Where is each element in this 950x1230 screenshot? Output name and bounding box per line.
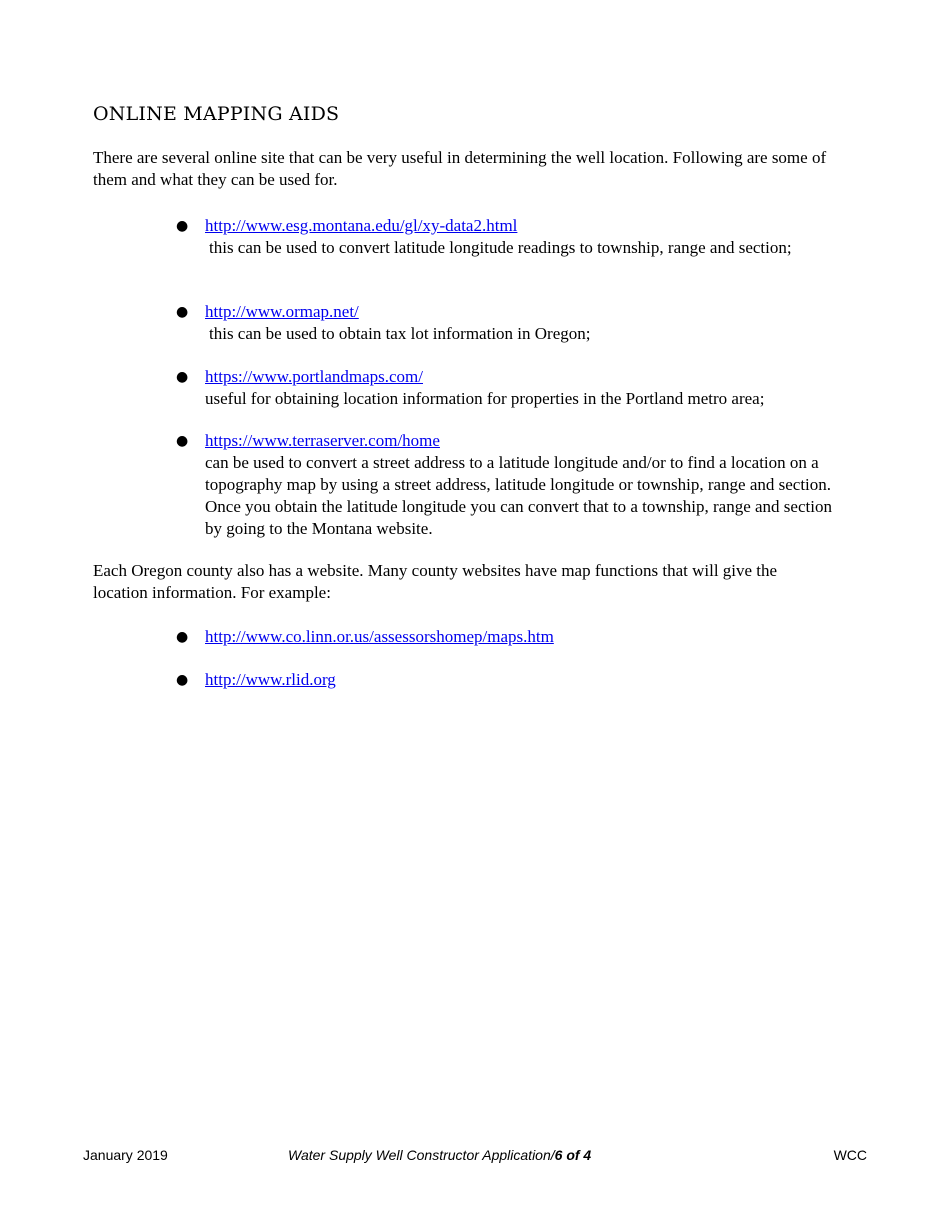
link-description: can be used to convert a street address to a latitude longitude and/or to find a location on a topography map by using a street address, latitude longitude or township, range and section. Once you obtain the latitude longitude you can convert that to a township, range and section by going to the Montana website. [205,453,832,538]
footer-doc-name: Water Supply Well Constructor Application/ [288,1147,555,1163]
link-description: this can be used to obtain tax lot information in Oregon; [209,324,591,343]
linn-county-maps-link[interactable]: http://www.co.linn.or.us/assessorshomep/maps.htm [205,627,554,646]
terraserver-link[interactable]: https://www.terraserver.com/home [205,431,440,450]
footer-doc-title [288,1146,591,1164]
bullet-icon: ● [176,433,189,449]
bullet-icon: ● [176,672,189,688]
montana-xy-link[interactable]: http://www.esg.montana.edu/gl/xy-data2.html [205,216,518,235]
bullet-icon: ● [176,629,189,645]
portlandmaps-link[interactable]: https://www.portlandmaps.com/ [205,367,423,386]
link-description: this can be used to convert latitude longitude readings to township, range and section; [209,238,792,257]
footer-code: WCC [833,1147,867,1163]
footer-date: January 2019 [83,1147,168,1163]
page-title: ONLINE MAPPING AIDS [93,103,340,125]
bullet-icon: ● [176,304,189,320]
bullet-icon: ● [176,218,189,234]
link-description: useful for obtaining location information for properties in the Portland metro area; [205,389,765,408]
county-paragraph: Each Oregon county also has a website. Many county websites have map functions that will give the location information. For example: [93,561,778,602]
page-footer [0,1146,950,1166]
footer-page-number: 6 of 4 [554,1147,592,1163]
intro-paragraph: There are several online site that can be very useful in determining the well location. Following are some of them and what they can be used for. [93,148,827,189]
ormap-link[interactable]: http://www.ormap.net/ [205,302,359,321]
bullet-icon: ● [176,369,189,385]
rlid-link[interactable]: http://www.rlid.org [205,670,336,689]
